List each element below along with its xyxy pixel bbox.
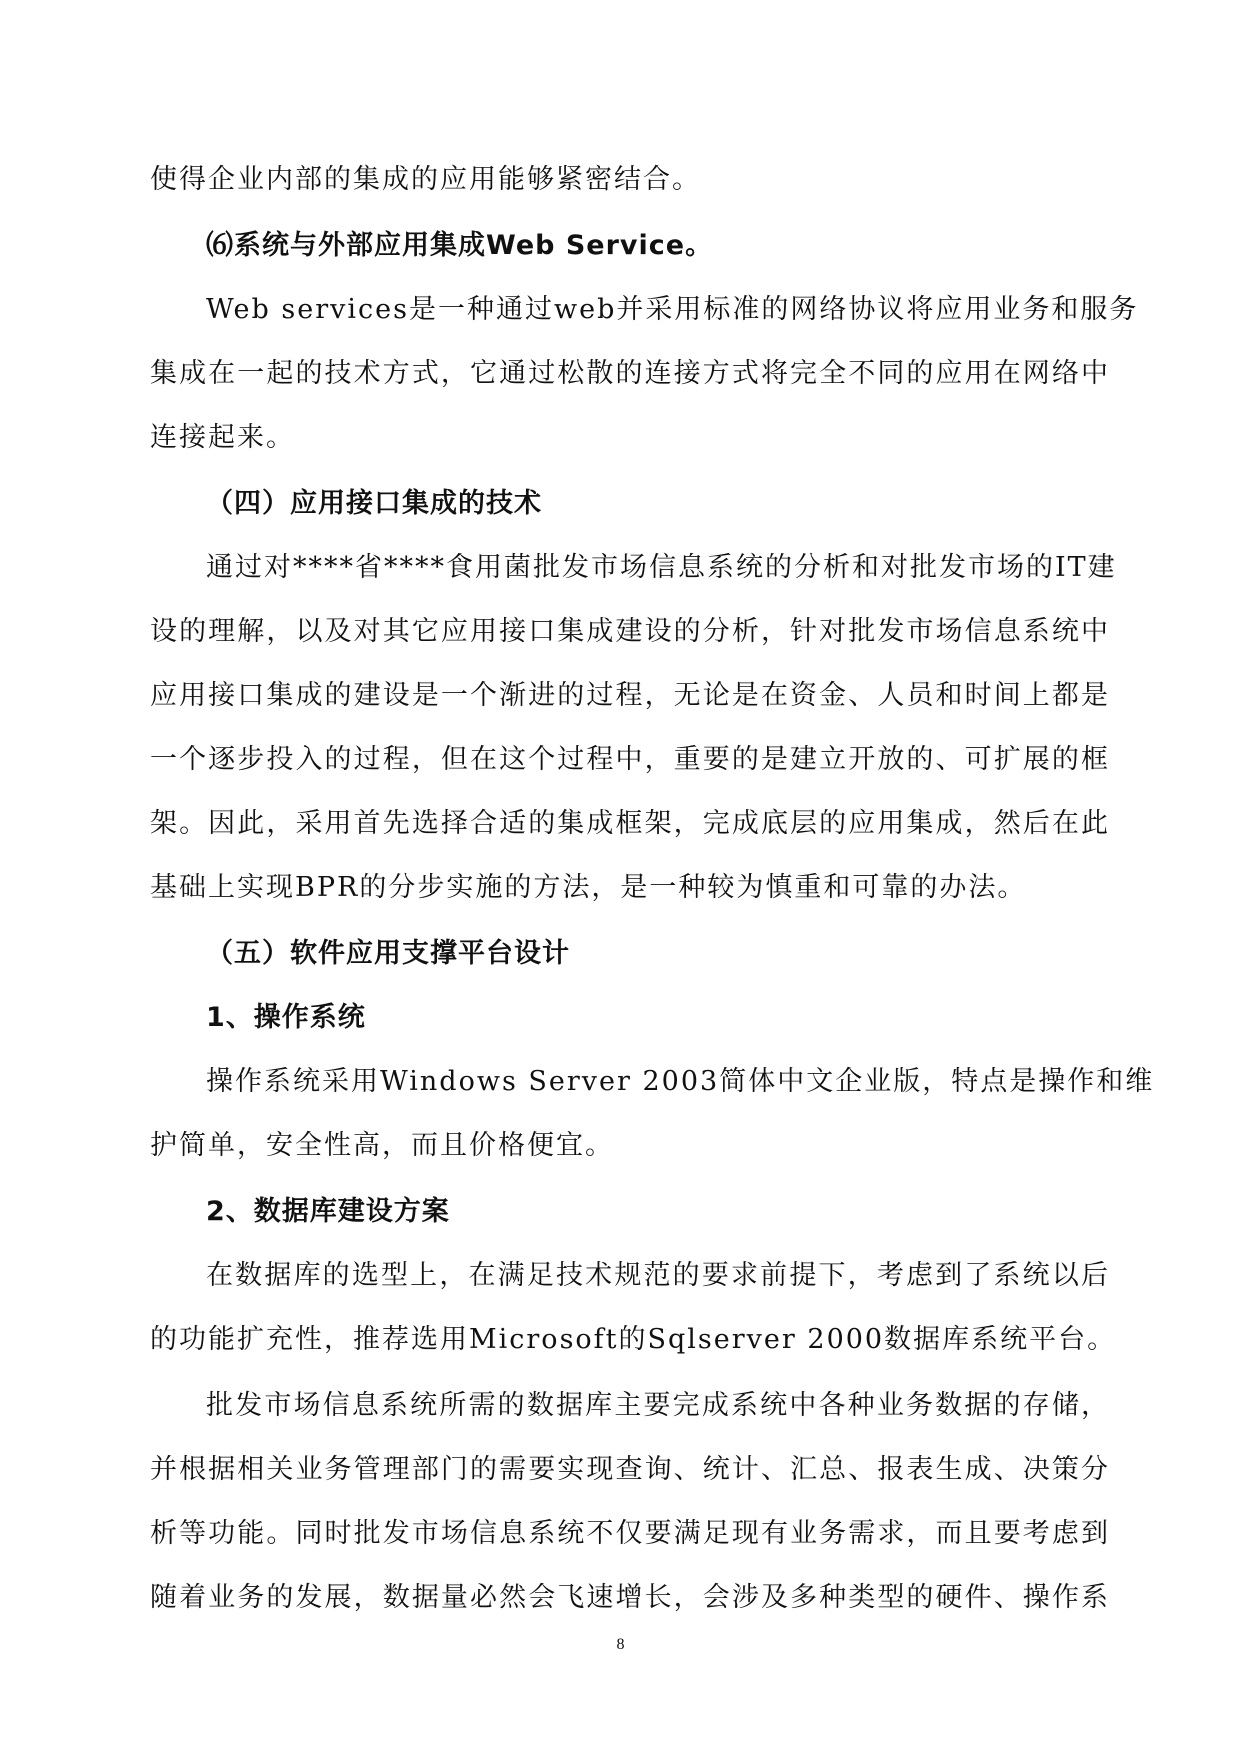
subsection-heading-os: 1、操作系统 <box>206 1002 366 1033</box>
paragraph-line: 一个逐步投入的过程，但在这个过程中，重要的是建立开放的、可扩展的框 <box>150 744 1110 775</box>
paragraph-line: 批发市场信息系统所需的数据库主要完成系统中各种业务数据的存储， <box>206 1390 1110 1421</box>
paragraph-line: 随着业务的发展，数据量必然会飞速增长，会涉及多种类型的硬件、操作系 <box>150 1582 1110 1613</box>
paragraph-line: 的功能扩充性，推荐选用Microsoft的Sqlserver 2000数据库系统平台。 <box>150 1324 1117 1355</box>
paragraph-line: 析等功能。同时批发市场信息系统不仅要满足现有业务需求，而且要考虑到 <box>150 1518 1110 1549</box>
paragraph-line: 通过对****省****食用菌批发市场信息系统的分析和对批发市场的IT建 <box>206 552 1117 583</box>
paragraph-line: 操作系统采用Windows Server 2003简体中文企业版，特点是操作和维 <box>206 1066 1155 1097</box>
section-heading-interface-integration: （四）应用接口集成的技术 <box>206 488 542 519</box>
paragraph-line: 在数据库的选型上，在满足技术规范的要求前提下，考虑到了系统以后 <box>206 1260 1110 1291</box>
paragraph-line: 应用接口集成的建设是一个渐进的过程，无论是在资金、人员和时间上都是 <box>150 680 1110 711</box>
paragraph-line: 架。因此，采用首先选择合适的集成框架，完成底层的应用集成，然后在此 <box>150 808 1110 839</box>
paragraph-line: 集成在一起的技术方式，它通过松散的连接方式将完全不同的应用在网络中 <box>150 358 1110 389</box>
paragraph-line: 连接起来。 <box>150 422 295 453</box>
paragraph-line: 并根据相关业务管理部门的需要实现查询、统计、汇总、报表生成、决策分 <box>150 1454 1110 1485</box>
paragraph-line: 基础上实现BPR的分步实施的方法，是一种较为慎重和可靠的办法。 <box>150 872 1027 903</box>
paragraph-line: 设的理解，以及对其它应用接口集成建设的分析，针对批发市场信息系统中 <box>150 616 1110 647</box>
subsection-heading-database: 2、数据库建设方案 <box>206 1196 450 1227</box>
section-heading-support-platform: （五）软件应用支撑平台设计 <box>206 938 570 969</box>
paragraph-line: 使得企业内部的集成的应用能够紧密结合。 <box>150 164 701 195</box>
page-number: 8 <box>616 1636 625 1653</box>
paragraph-line: 护简单，安全性高，而且价格便宜。 <box>150 1130 614 1161</box>
section-heading-web-service: ⑹系统与外部应用集成Web Service。 <box>206 230 714 261</box>
paragraph-line: Web services是一种通过web并采用标准的网络协议将应用业务和服务 <box>206 294 1139 325</box>
